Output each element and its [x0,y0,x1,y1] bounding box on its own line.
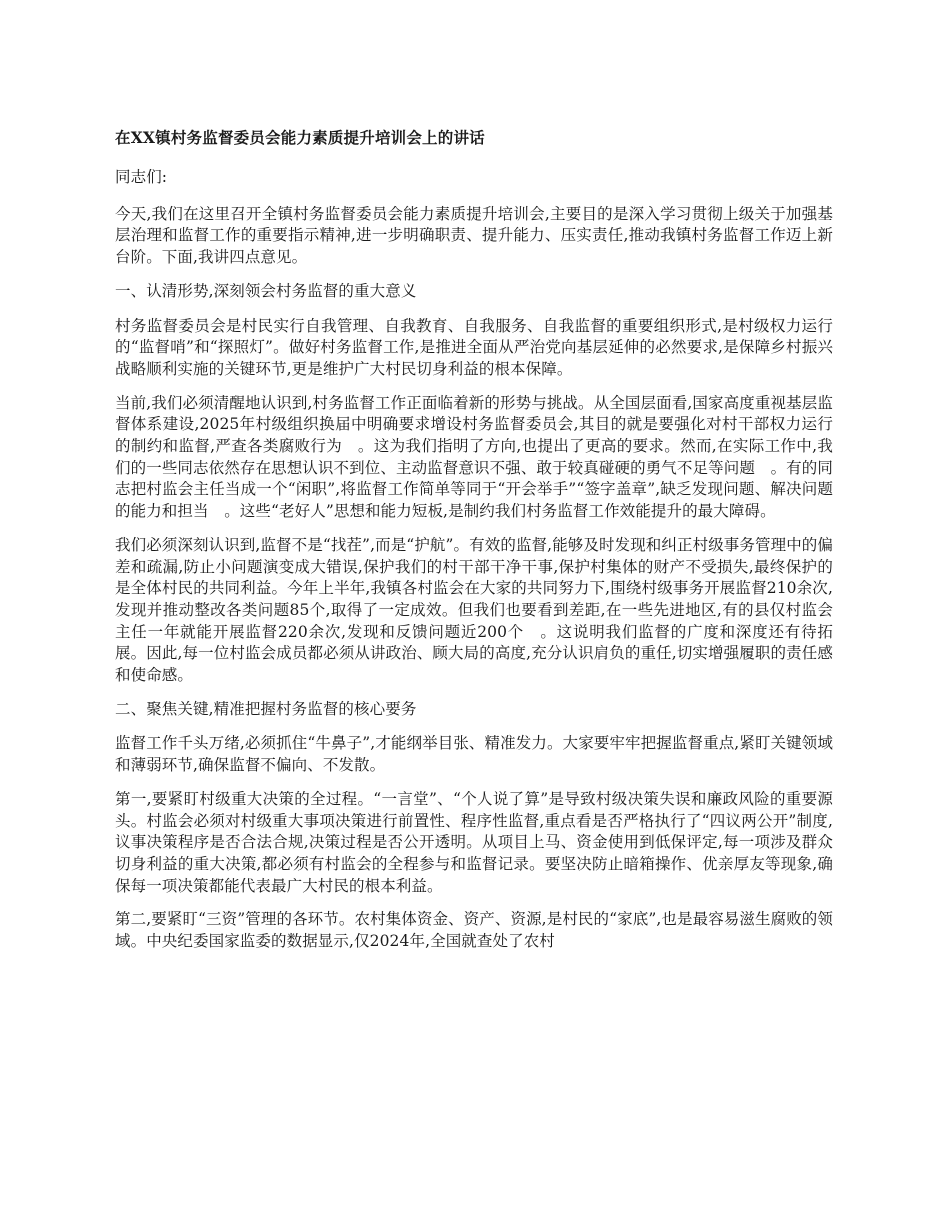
section-2-paragraph-1: 监督工作千头万绪,必须抓住“牛鼻子”,才能纲举目张、精准发力。大家要牢牢把握监督重点,紧盯关键领域和薄弱环节,确保监督不偏向、不发散。 [115,734,833,775]
section-2-paragraph-3: 第二,要紧盯“三资”管理的各环节。农村集体资金、资产、资源,是村民的“家底”,也是最容易滋生腐败的领域。中央纪委国家监委的数据显示,仅2024年,全国就查处了农村 [115,910,833,951]
document-page [115,126,833,965]
document-title: 在XX镇村务监督委员会能力素质提升培训会上的讲话 [115,128,485,147]
section-2-heading: 二、聚焦关键,精准把握村务监督的核心要务 [115,699,417,718]
intro-paragraph: 今天,我们在这里召开全镇村务监督委员会能力素质提升培训会,主要目的是深入学习贯彻上级关于加强基层治理和监督工作的重要指示精神,进一步明确职责、提升能力、压实责任,推动我镇村务监督工作迈上新台阶。下面,我讲四点意见。 [115,204,833,267]
section-2-paragraph-2: 第一,要紧盯村级重大决策的全过程。“一言堂”、“个人说了算”是导致村级决策失误和廉政风险的重要源头。村监会必须对村级重大事项决策进行前置性、程序性监督,重点看是否严格执行了“四议两公开”制度,议事决策程序是否合法合规,决策过程是否公开透明。从项目上马、资金使用到低保评定,每一项涉及群众切身利益的重大决策,都必须有村监会的全程参与和监督记录。要坚决防止暗箱操作、优亲厚友等现象,确保每一项决策都能代表最广大村民的根本利益。 [115,789,833,895]
section-1-paragraph-2: 当前,我们必须清醒地认识到,村务监督工作正面临着新的形势与挑战。从全国层面看,国家高度重视基层监督体系建设,2025年村级组织换届中明确要求增设村务监督委员会,其目的就是要强化对村干部权力运行的制约和监督,严查各类腐败行为 。这为我们指明了方向,也提出了更高的要求。然而,在实际工作中,我们的一些同志依然存在思想认识不到位、主动监督意识不强、敢于较真碰硬的勇气不足等问题 。有的同志把村监会主任当成一个“闲职”,将监督工作简单等同于“开会举手”“签字盖章”,缺乏发现问题、解决问题的能力和担当 。这些“老好人”思想和能力短板,是制约我们村务监督工作效能提升的最大障碍。 [115,393,833,521]
section-1-paragraph-1: 村务监督委员会是村民实行自我管理、自我教育、自我服务、自我监督的重要组织形式,是村级权力运行的“监督哨”和“探照灯”。做好村务监督工作,是推进全面从严治党向基层延伸的必然要求,是保障乡村振兴战略顺利实施的关键环节,更是维护广大村民切身利益的根本保障。 [115,316,833,378]
section-1-heading: 一、认清形势,深刻领会村务监督的重大意义 [115,281,417,300]
section-1-paragraph-3: 我们必须深刻认识到,监督不是“找茬”,而是“护航”。有效的监督,能够及时发现和纠正村级事务管理中的偏差和疏漏,防止小问题演变成大错误,保护我们的村干部干净干事,保护村集体的财产不受损失,最终保护的是全体村民的共同利益。今年上半年,我镇各村监会在大家的共同努力下,围绕村级事务开展监督210余次,发现并推动整改各类问题85个,取得了一定成效。但我们也要看到差距,在一些先进地区,有的县仅村监会主任一年就能开展监督220余次,发现和反馈问题近200个 。这说明我们监督的广度和深度还有待拓展。因此,每一位村监会成员都必须从讲政治、顾大局的高度,充分认识肩负的重任,切实增强履职的责任感和使命感。 [115,535,833,685]
greeting: 同志们: [115,168,168,186]
